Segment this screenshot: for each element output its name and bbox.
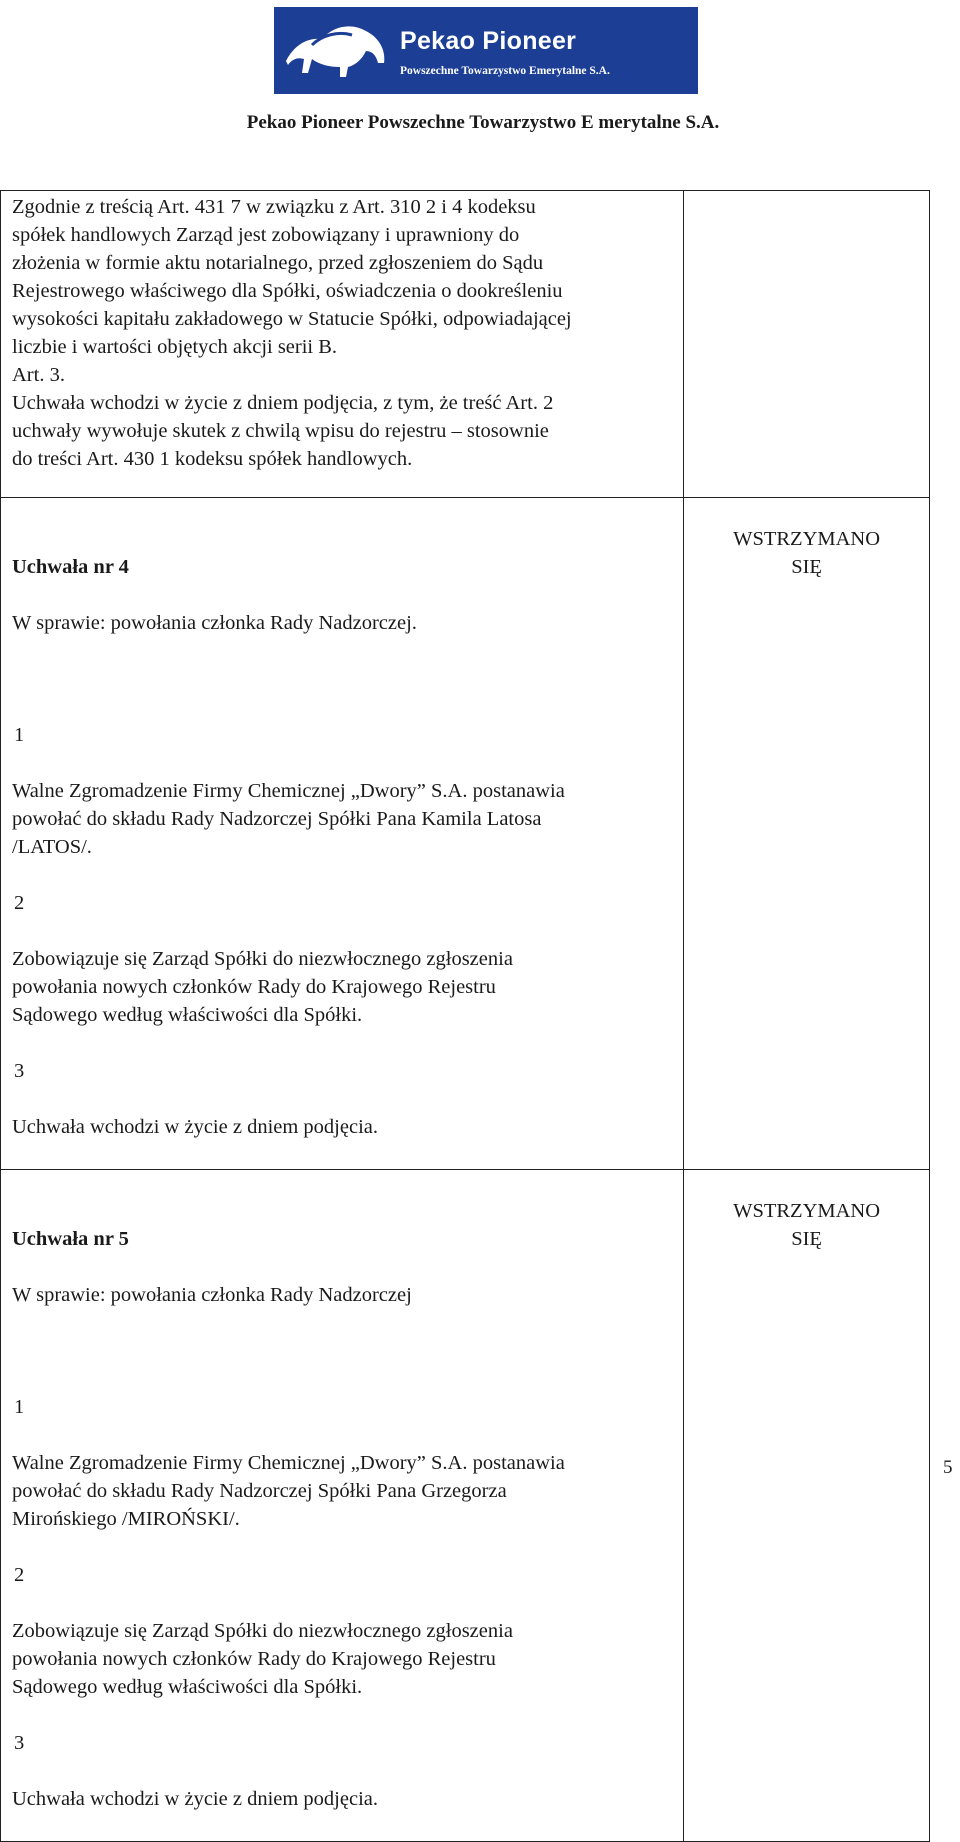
vote-cell — [684, 1170, 930, 1842]
bison-icon — [282, 15, 394, 87]
company-header: Pekao Pioneer Powszechne Towarzystwo E merytalne S.A. — [246, 112, 720, 133]
vote-result: WSTRZYMANO SIĘ — [733, 528, 881, 578]
section-text: Zobowiązuje się Zarząd Spółki do niezwłocznego zgłoszenia powołania nowych członków Rady do Krajowego Rejestru Sądowego według właściwości dla Spółki. — [12, 1620, 513, 1698]
resolutions-table — [0, 190, 930, 1842]
logo-brand-name: Pekao Pioneer — [400, 27, 577, 55]
table-row — [1, 1170, 930, 1842]
logo-tagline: Powszechne Towarzystwo Emerytalne S.A. — [400, 65, 610, 77]
section-text: Walne Zgromadzenie Firmy Chemicznej „Dwory” S.A. postanawia powołać do składu Rady Nadzorczej Spółki Pana Kamila Latosa /LATOS/. — [12, 780, 565, 858]
section-number: 2 — [14, 1564, 25, 1586]
pekao-pioneer-logo — [274, 7, 698, 94]
section-number: 1 — [14, 1396, 25, 1418]
vote-result: WSTRZYMANO SIĘ — [733, 1200, 881, 1250]
section-number: 3 — [14, 1060, 25, 1082]
table-row — [1, 191, 930, 498]
table-row — [1, 498, 930, 1170]
vote-cell — [684, 498, 930, 1170]
vote-cell-empty — [684, 191, 930, 498]
section-text: Uchwała wchodzi w życie z dniem podjęcia. — [12, 1116, 378, 1138]
page-number: 5 — [943, 1457, 953, 1478]
continuation-text: Zgodnie z treścią Art. 431 7 w związku z Art. 310 2 i 4 kodeksu spółek handlowych Zarząd jest zobowiązany i uprawniony do złożenia w formie aktu notarialnego, przed zgłoszeniem do Sądu Rejestrowego właściwego dla Spółki, oświadczenia o dookreśleniu wysokości kapitału zakładowego w Statucie Spółki, odpowiadającej liczbie i wartości objętych akcji serii B. Art. 3. Uchwała wchodzi w życie z dniem podjęcia, z tym, że treść Art. 2 uchwały wywołuje skutek z chwilą wpisu do rejestru – stosownie do treści Art. 430 1 kodeksu spółek handlowych. — [12, 196, 572, 470]
section-text: Uchwała wchodzi w życie z dniem podjęcia. — [12, 1788, 378, 1810]
resolution-title: Uchwała nr 5 — [12, 1228, 129, 1250]
resolution-cell — [1, 1170, 684, 1842]
section-number: 2 — [14, 892, 25, 914]
section-text: Walne Zgromadzenie Firmy Chemicznej „Dwory” S.A. postanawia powołać do składu Rady Nadzorczej Spółki Pana Grzegorza Mirońskiego /MIROŃSKI/. — [12, 1452, 565, 1530]
resolution-title: Uchwała nr 4 — [12, 556, 129, 578]
section-number: 1 — [14, 724, 25, 746]
resolution-subject: W sprawie: powołania członka Rady Nadzorczej — [12, 1284, 412, 1306]
resolution-cell — [1, 498, 684, 1170]
continuation-cell — [1, 191, 684, 498]
resolution-subject: W sprawie: powołania członka Rady Nadzorczej. — [12, 612, 417, 634]
section-text: Zobowiązuje się Zarząd Spółki do niezwłocznego zgłoszenia powołania nowych członków Rady do Krajowego Rejestru Sądowego według właściwości dla Spółki. — [12, 948, 513, 1026]
section-number: 3 — [14, 1732, 25, 1754]
